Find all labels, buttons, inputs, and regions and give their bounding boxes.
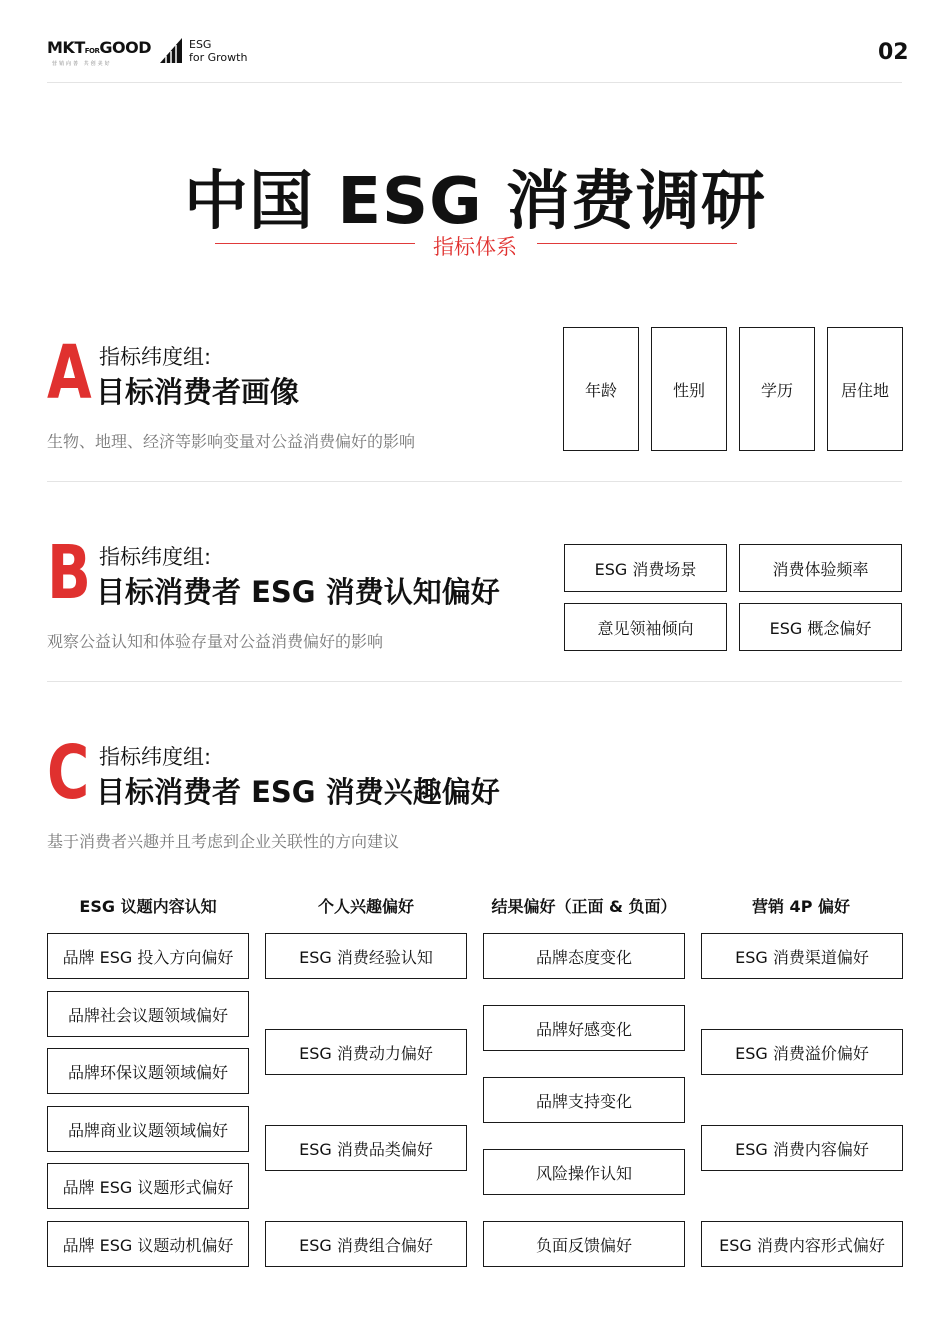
topic-item: 品牌 ESG 议题形式偏好 [47,1163,249,1209]
logo-mkt-tagline: 营销向善 共创美好 [52,61,112,67]
topic-item: 品牌商业议题领域偏好 [47,1106,249,1152]
section-b-description: 观察公益认知和体验存量对公益消费偏好的影响 [47,632,384,651]
page-title: 中国 ESG 消费调研 [184,165,766,239]
item-education: 学历 [739,327,815,451]
column-heading-4p: 营销 4P 偏好 [751,897,850,916]
item-esg-scenario: ESG 消费场景 [564,544,727,592]
section-c-label: 指标纬度组: [99,745,212,769]
esg-growth-logo-icon [160,36,186,64]
item-experience-frequency: 消费体验频率 [739,544,902,592]
section-b-title: 目标消费者 ESG 消费认知偏好 [96,575,500,609]
logo-mkt-text: MKT [47,38,85,57]
mkt-for-good-logo [47,38,151,57]
outcome-item: 负面反馈偏好 [483,1221,685,1267]
item-esg-concept: ESG 概念偏好 [739,603,902,651]
section-b-label: 指标纬度组: [99,545,212,569]
item-gender: 性别 [651,327,727,451]
interest-item: ESG 消费组合偏好 [265,1221,467,1267]
header-divider [47,82,902,83]
topic-item: 品牌 ESG 投入方向偏好 [47,933,249,979]
section-a-title: 目标消费者画像 [96,375,300,409]
column-heading-outcome: 结果偏好（正面 & 负面） [491,897,677,916]
section-a-letter: A [47,330,92,416]
section-c-description: 基于消费者兴趣并且考虑到企业关联性的方向建议 [47,832,400,851]
item-age: 年龄 [563,327,639,451]
item-residence: 居住地 [827,327,903,451]
column-heading-interest: 个人兴趣偏好 [317,897,414,916]
esg-growth-logo-text [189,38,247,64]
interest-item: ESG 消费经验认知 [265,933,467,979]
section-b-divider [47,681,902,682]
section-b-letter: B [47,530,91,616]
topic-item: 品牌环保议题领域偏好 [47,1048,249,1094]
outcome-item: 风险操作认知 [483,1149,685,1195]
marketing-item: ESG 消费内容形式偏好 [701,1221,903,1267]
section-a-divider [47,481,902,482]
marketing-item: ESG 消费内容偏好 [701,1125,903,1171]
section-a-description: 生物、地理、经济等影响变量对公益消费偏好的影响 [47,432,416,451]
marketing-item: ESG 消费溢价偏好 [701,1029,903,1075]
item-opinion-leader: 意见领袖倾向 [564,603,727,651]
logo-esg-line2: for Growth [189,51,248,64]
interest-item: ESG 消费品类偏好 [265,1125,467,1171]
outcome-item: 品牌支持变化 [483,1077,685,1123]
section-c-letter: C [47,730,90,816]
topic-item: 品牌 ESG 议题动机偏好 [47,1221,249,1267]
interest-item: ESG 消费动力偏好 [265,1029,467,1075]
column-heading-topic: ESG 议题内容认知 [79,897,217,916]
outcome-item: 品牌态度变化 [483,933,685,979]
logo-for-text: FOR [84,47,100,55]
marketing-item: ESG 消费渠道偏好 [701,933,903,979]
page-number: 02 [878,40,909,65]
topic-item: 品牌社会议题领域偏好 [47,991,249,1037]
section-a-label: 指标纬度组: [99,345,212,369]
section-c-title: 目标消费者 ESG 消费兴趣偏好 [96,775,500,809]
logo-esg-line1: ESG [189,38,212,51]
logo-good-text: GOOD [99,38,151,57]
page-subtitle: 指标体系 [433,235,517,259]
outcome-item: 品牌好感变化 [483,1005,685,1051]
